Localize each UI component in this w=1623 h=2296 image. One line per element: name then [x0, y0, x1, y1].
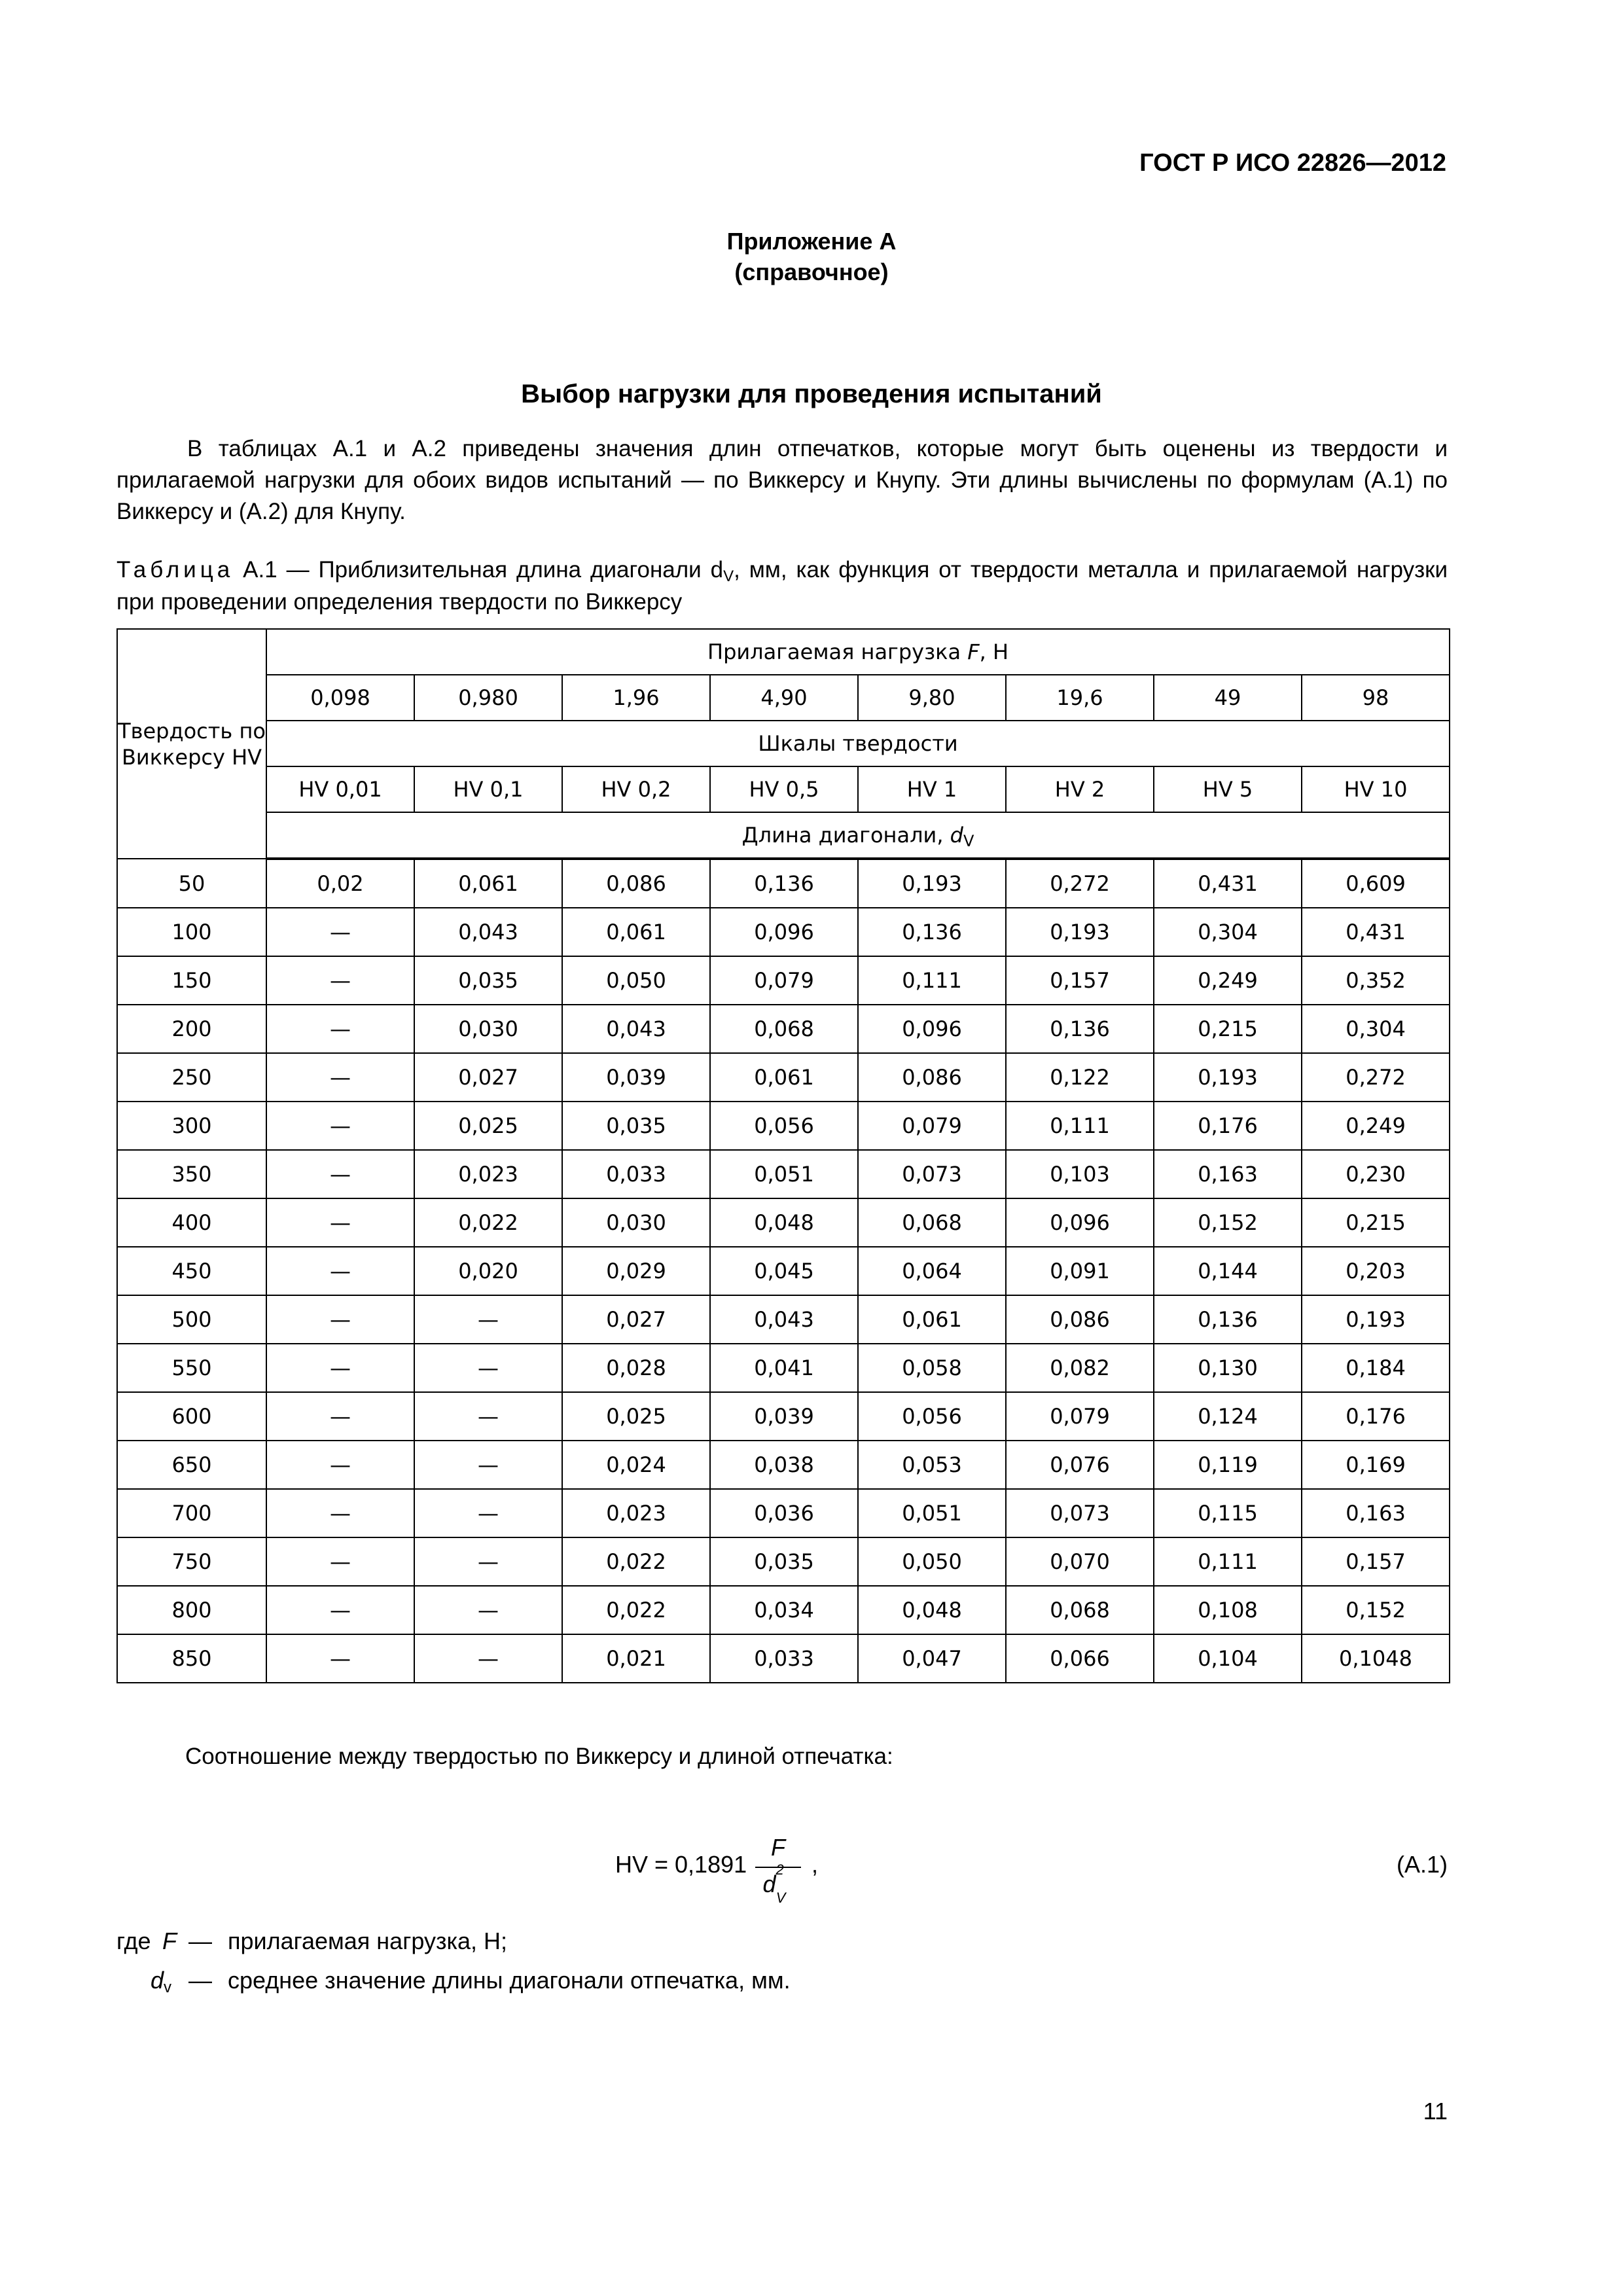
hardness-cell: 750	[117, 1537, 266, 1586]
diagonal-cell: 0,304	[1154, 908, 1302, 956]
where-symbol-d	[151, 1967, 171, 1994]
ratio-text: Соотношение между твердостью по Виккерсу и длиной отпечатка:	[185, 1744, 893, 1769]
caption-number: А.1	[243, 557, 277, 583]
diagonal-cell: 0,035	[414, 956, 562, 1005]
diagonal-cell: 0,034	[710, 1586, 858, 1634]
diagonal-cell: 0,070	[1006, 1537, 1154, 1586]
diagonal-cell: 0,108	[1154, 1586, 1302, 1634]
hardness-cell: 200	[117, 1005, 266, 1053]
diagonal-cell: 0,068	[710, 1005, 858, 1053]
diagonal-cell: 0,115	[1154, 1489, 1302, 1537]
diagonal-cell: 0,043	[414, 908, 562, 956]
diagonal-cell: 0,111	[1006, 1102, 1154, 1150]
diagonal-cell: 0,130	[1154, 1344, 1302, 1392]
diagonal-cell: 0,184	[1302, 1344, 1450, 1392]
where-dash-2: —	[188, 1967, 212, 1994]
diagonal-cell: 0,056	[858, 1392, 1006, 1441]
diagonal-cell: 0,215	[1302, 1198, 1450, 1247]
caption-sub: V	[723, 567, 734, 585]
diagonal-cell: 0,086	[1006, 1295, 1154, 1344]
hardness-cell: 50	[117, 859, 266, 908]
diagonal-cell: 0,038	[710, 1441, 858, 1489]
table-row	[117, 1053, 1450, 1102]
diagonal-cell: 0,111	[858, 956, 1006, 1005]
where-dash-1: —	[188, 1928, 212, 1954]
where-word: где	[116, 1928, 151, 1954]
scale-cell: HV 1	[858, 766, 1006, 812]
hardness-cell: 350	[117, 1150, 266, 1198]
diagonal-cell: 0,079	[858, 1102, 1006, 1150]
diagonal-cell: 0,136	[858, 908, 1006, 956]
formula-comma: ,	[812, 1851, 819, 1878]
scale-cell: HV 5	[1154, 766, 1302, 812]
diagonal-cell: —	[266, 1392, 414, 1441]
diagonal-cell: 0,111	[1154, 1537, 1302, 1586]
scales-row	[117, 766, 1450, 812]
where-symbol-d-sub: v	[164, 1979, 172, 1996]
diagonal-cell: 0,136	[1006, 1005, 1154, 1053]
diagonal-cell: 0,051	[710, 1150, 858, 1198]
hardness-cell: 650	[117, 1441, 266, 1489]
diagonal-cell: 0,027	[414, 1053, 562, 1102]
diagonal-cell: 0,152	[1154, 1198, 1302, 1247]
diagonal-cell: 0,076	[1006, 1441, 1154, 1489]
equation-number: (А.1)	[1396, 1851, 1448, 1878]
load-value-cell: 49	[1154, 675, 1302, 721]
loads-row	[117, 675, 1450, 721]
hardness-cell: 100	[117, 908, 266, 956]
diagonal-cell: 0,073	[1006, 1489, 1154, 1537]
diagonal-cell: 0,036	[710, 1489, 858, 1537]
diagonal-cell: 0,058	[858, 1344, 1006, 1392]
load-value-cell: 4,90	[710, 675, 858, 721]
diagonal-cell: 0,064	[858, 1247, 1006, 1295]
diagonal-cell: 0,163	[1302, 1489, 1450, 1537]
load-header	[266, 629, 1450, 675]
load-value-cell: 19,6	[1006, 675, 1154, 721]
diagonal-cell: 0,136	[710, 859, 858, 908]
diagonal-cell: 0,096	[710, 908, 858, 956]
diagonal-cell: 0,047	[858, 1634, 1006, 1683]
diagonal-cell: 0,033	[710, 1634, 858, 1683]
diagonal-cell: 0,152	[1302, 1586, 1450, 1634]
table-row	[117, 1586, 1450, 1634]
diagonal-cell: 0,122	[1006, 1053, 1154, 1102]
diagonal-cell: 0,043	[710, 1295, 858, 1344]
diagonal-cell: 0,193	[1302, 1295, 1450, 1344]
hardness-cell: 850	[117, 1634, 266, 1683]
table-row	[117, 1392, 1450, 1441]
table-row	[117, 1005, 1450, 1053]
diagonal-cell: 0,431	[1302, 908, 1450, 956]
diagonal-cell: 0,096	[858, 1005, 1006, 1053]
diagonal-cell: 0,022	[562, 1537, 710, 1586]
diagonal-cell: 0,193	[1154, 1053, 1302, 1102]
diagonal-cell: —	[414, 1586, 562, 1634]
diagonal-cell: 0,304	[1302, 1005, 1450, 1053]
table-row	[117, 1198, 1450, 1247]
denominator-var: d	[762, 1871, 776, 1897]
diagonal-cell: 0,053	[858, 1441, 1006, 1489]
diagonal-cell: 0,103	[1006, 1150, 1154, 1198]
hardness-table	[116, 628, 1450, 1683]
diagonal-cell: —	[266, 1150, 414, 1198]
diagonal-cell: 0,091	[1006, 1247, 1154, 1295]
diagonal-cell: 0,041	[710, 1344, 858, 1392]
diagonal-cell: 0,056	[710, 1102, 858, 1150]
diagonal-cell: 0,079	[1006, 1392, 1154, 1441]
hardness-cell: 400	[117, 1198, 266, 1247]
diagonal-cell: 0,104	[1154, 1634, 1302, 1683]
table-row	[117, 1537, 1450, 1586]
diagonal-header	[266, 812, 1450, 859]
intro-paragraph: В таблицах А.1 и А.2 приведены значения длин отпечатков, которые могут быть оценены из твердости и прилагаемой нагрузки для обоих видов испытаний — по Виккерсу и Кнупу. Эти длины вычислены по формулам (А.1) по Виккерсу и (А.2) для Кнупу.	[116, 436, 1448, 524]
diagonal-cell: —	[266, 956, 414, 1005]
diagonal-cell: 0,020	[414, 1247, 562, 1295]
formula-numerator: F	[771, 1834, 785, 1861]
diagonal-cell: 0,030	[562, 1198, 710, 1247]
load-value-cell: 9,80	[858, 675, 1006, 721]
load-header-var: F	[967, 639, 980, 664]
hardness-cell: 450	[117, 1247, 266, 1295]
diagonal-cell: 0,023	[562, 1489, 710, 1537]
load-value-cell: 98	[1302, 675, 1450, 721]
appendix-status: (справочное)	[734, 259, 889, 285]
diagonal-cell: 0,157	[1006, 956, 1154, 1005]
hardness-cell: 550	[117, 1344, 266, 1392]
diagonal-cell: 0,119	[1154, 1441, 1302, 1489]
load-header-text: Прилагаемая нагрузка	[707, 639, 968, 664]
table-row	[117, 1634, 1450, 1683]
hardness-cell: 300	[117, 1102, 266, 1150]
diagonal-cell: —	[266, 1247, 414, 1295]
diagonal-cell: 0,061	[414, 859, 562, 908]
diagonal-cell: —	[414, 1489, 562, 1537]
diagonal-cell: 0,144	[1154, 1247, 1302, 1295]
diagonal-cell: 0,068	[1006, 1586, 1154, 1634]
diagonal-cell: 0,079	[710, 956, 858, 1005]
diagonal-cell: 0,169	[1302, 1441, 1450, 1489]
diagonal-cell: 0,030	[414, 1005, 562, 1053]
table-head	[117, 629, 1450, 859]
diagonal-cell: 0,050	[562, 956, 710, 1005]
diagonal-cell: 0,068	[858, 1198, 1006, 1247]
where-text-1: прилагаемая нагрузка, Н;	[228, 1928, 508, 1954]
diagonal-cell: 0,176	[1154, 1102, 1302, 1150]
diagonal-cell: 0,061	[858, 1295, 1006, 1344]
formula-denominator	[755, 1861, 801, 1907]
diagonal-cell: —	[414, 1392, 562, 1441]
scale-cell: HV 0,2	[562, 766, 710, 812]
diagonal-cell: 0,025	[414, 1102, 562, 1150]
diagonal-cell: 0,203	[1302, 1247, 1450, 1295]
scale-cell: HV 0,1	[414, 766, 562, 812]
table-caption	[116, 555, 1448, 617]
diagonal-cell: 0,066	[1006, 1634, 1154, 1683]
diagonal-cell: 0,249	[1302, 1102, 1450, 1150]
diagonal-cell: 0,124	[1154, 1392, 1302, 1441]
diagonal-cell: —	[266, 1586, 414, 1634]
diagonal-cell: 0,193	[1006, 908, 1154, 956]
diagonal-cell: 0,193	[858, 859, 1006, 908]
table-row	[117, 1441, 1450, 1489]
diagonal-cell: 0,024	[562, 1441, 710, 1489]
diagonal-cell: 0,249	[1154, 956, 1302, 1005]
scale-cell: HV 0,01	[266, 766, 414, 812]
diagonal-cell: 0,073	[858, 1150, 1006, 1198]
diagonal-cell: —	[266, 1005, 414, 1053]
diagonal-cell: 0,048	[710, 1198, 858, 1247]
diagonal-cell: —	[266, 1344, 414, 1392]
load-header-unit: , Н	[979, 639, 1009, 664]
diagonal-cell: 0,050	[858, 1537, 1006, 1586]
diagonal-cell: —	[414, 1537, 562, 1586]
diagonal-header-text: Длина диагонали,	[741, 823, 950, 848]
table-row	[117, 1295, 1450, 1344]
hardness-cell: 500	[117, 1295, 266, 1344]
hardness-cell: 600	[117, 1392, 266, 1441]
diagonal-cell: 0,082	[1006, 1344, 1154, 1392]
diagonal-cell: 0,035	[562, 1102, 710, 1150]
caption-text-b: , мм, как функция от твердости металла и прилагаемой нагрузки при проведении определения твердости по Виккерсу	[116, 557, 1448, 615]
diagonal-cell: —	[266, 908, 414, 956]
scale-cell: HV 2	[1006, 766, 1154, 812]
document-code: ГОСТ Р ИСО 22826—2012	[1139, 149, 1446, 177]
denominator-sup: 2	[776, 1861, 784, 1878]
scale-cell: HV 10	[1302, 766, 1450, 812]
diagonal-cell: 0,035	[710, 1537, 858, 1586]
scales-header: Шкалы твердости	[266, 721, 1450, 766]
diagonal-cell: —	[266, 1537, 414, 1586]
diagonal-cell: —	[266, 1634, 414, 1683]
diagonal-cell: —	[414, 1344, 562, 1392]
diagonal-cell: —	[266, 1198, 414, 1247]
hardness-cell: 700	[117, 1489, 266, 1537]
diagonal-cell: —	[414, 1295, 562, 1344]
diagonal-cell: 0,033	[562, 1150, 710, 1198]
diagonal-cell: —	[414, 1441, 562, 1489]
where-text-2: среднее значение длины диагонали отпечатка, мм.	[228, 1967, 791, 1994]
diagonal-header-sub: V	[963, 832, 974, 850]
diagonal-cell: 0,431	[1154, 859, 1302, 908]
diagonal-header-var: d	[950, 823, 963, 848]
diagonal-cell: 0,272	[1302, 1053, 1450, 1102]
diagonal-cell: 0,025	[562, 1392, 710, 1441]
diagonal-cell: 0,061	[562, 908, 710, 956]
denominator-sub: V	[776, 1890, 786, 1907]
diagonal-cell: 0,157	[1302, 1537, 1450, 1586]
diagonal-cell: 0,021	[562, 1634, 710, 1683]
table-row	[117, 859, 1450, 908]
diagonal-cell: —	[414, 1634, 562, 1683]
diagonal-cell: 0,352	[1302, 956, 1450, 1005]
appendix-title: Приложение А	[726, 228, 897, 255]
diagonal-cell: 0,1048	[1302, 1634, 1450, 1683]
diagonal-cell: 0,022	[414, 1198, 562, 1247]
table-row	[117, 1344, 1450, 1392]
diagonal-cell: 0,043	[562, 1005, 710, 1053]
scale-cell: HV 0,5	[710, 766, 858, 812]
diagonal-cell: 0,048	[858, 1586, 1006, 1634]
load-value-cell: 0,980	[414, 675, 562, 721]
load-value-cell: 1,96	[562, 675, 710, 721]
diagonal-cell: 0,176	[1302, 1392, 1450, 1441]
caption-text-a: — Приблизительная длина диагонали d	[286, 557, 724, 583]
diagonal-cell: 0,029	[562, 1247, 710, 1295]
where-symbol-f: F	[162, 1928, 177, 1954]
diagonal-cell: 0,086	[562, 859, 710, 908]
diagonal-cell: 0,022	[562, 1586, 710, 1634]
where-symbol-d-var: d	[151, 1967, 164, 1994]
diagonal-cell: —	[266, 1295, 414, 1344]
diagonal-cell: 0,136	[1154, 1295, 1302, 1344]
diagonal-cell: 0,039	[562, 1053, 710, 1102]
hardness-cell: 800	[117, 1586, 266, 1634]
diagonal-cell: —	[266, 1102, 414, 1150]
diagonal-cell: 0,096	[1006, 1198, 1154, 1247]
table-row	[117, 1247, 1450, 1295]
hv-column-header: Твердость по Виккерсу HV	[117, 629, 266, 859]
diagonal-cell: 0,086	[858, 1053, 1006, 1102]
diagonal-cell: 0,163	[1154, 1150, 1302, 1198]
formula-lhs: HV = 0,1891	[615, 1851, 747, 1878]
table-row	[117, 908, 1450, 956]
section-title: Выбор нагрузки для проведения испытаний	[521, 380, 1102, 408]
table-row	[117, 956, 1450, 1005]
table-row	[117, 1102, 1450, 1150]
load-value-cell: 0,098	[266, 675, 414, 721]
diagonal-cell: 0,230	[1302, 1150, 1450, 1198]
diagonal-cell: 0,061	[710, 1053, 858, 1102]
diagonal-cell: 0,272	[1006, 859, 1154, 908]
diagonal-cell: —	[266, 1441, 414, 1489]
table-row	[117, 1150, 1450, 1198]
diagonal-cell: 0,02	[266, 859, 414, 908]
diagonal-cell: 0,027	[562, 1295, 710, 1344]
diagonal-cell: 0,051	[858, 1489, 1006, 1537]
table-body	[117, 859, 1450, 1683]
diagonal-cell: —	[266, 1489, 414, 1537]
table-row	[117, 1489, 1450, 1537]
diagonal-cell: 0,609	[1302, 859, 1450, 908]
caption-label: Таблица	[116, 557, 234, 583]
hardness-cell: 150	[117, 956, 266, 1005]
diagonal-cell: 0,045	[710, 1247, 858, 1295]
diagonal-cell: 0,028	[562, 1344, 710, 1392]
page-number: 11	[1423, 2098, 1448, 2125]
diagonal-cell: 0,215	[1154, 1005, 1302, 1053]
diagonal-cell: 0,039	[710, 1392, 858, 1441]
diagonal-cell: 0,023	[414, 1150, 562, 1198]
hardness-cell: 250	[117, 1053, 266, 1102]
diagonal-cell: —	[266, 1053, 414, 1102]
